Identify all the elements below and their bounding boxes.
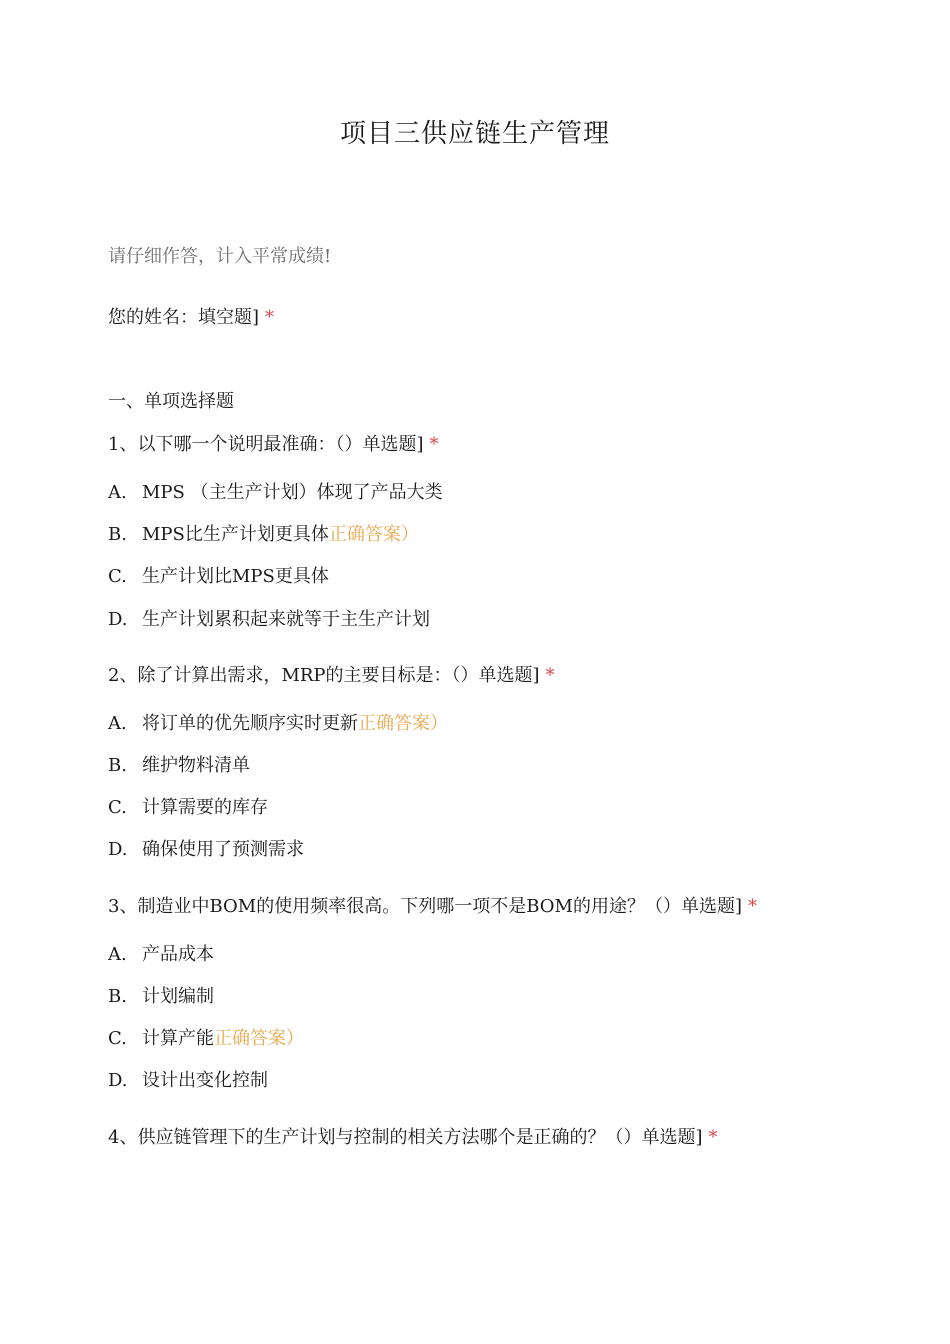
option-3b[interactable] [108, 984, 214, 1010]
intro-text: 请仔细作答，计入平常成绩! [108, 246, 332, 267]
required-mark: * [545, 665, 555, 686]
option-2b[interactable] [108, 753, 250, 779]
option-text: MPS （主生产计划）体现了产品大类 [142, 482, 443, 503]
name-field-prompt [108, 305, 274, 331]
option-letter: A. [108, 482, 127, 503]
option-2d[interactable] [108, 837, 304, 863]
option-3a[interactable] [108, 942, 214, 968]
section-heading: 一、单项选择题 [108, 391, 234, 412]
option-letter: B. [108, 524, 127, 545]
required-mark: * [429, 434, 439, 455]
question-text: 3、制造业中BOM的使用频率很高。下列哪一项不是BOM的用途？（）单选题] [108, 896, 742, 917]
option-letter: B. [108, 986, 127, 1007]
option-2c[interactable] [108, 795, 268, 821]
question-2 [108, 663, 555, 689]
option-text: 设计出变化控制 [142, 1070, 268, 1091]
correct-answer-label: 正确答案） [214, 1028, 304, 1049]
option-letter: C. [108, 566, 127, 587]
page-title: 项目三供应链生产管理 [339, 119, 610, 149]
option-text: 计划编制 [142, 986, 214, 1007]
option-letter: C. [108, 1028, 127, 1049]
option-text: 产品成本 [142, 944, 214, 965]
name-field-label: 您的姓名：填空题] [108, 307, 260, 328]
option-letter: D. [108, 609, 128, 630]
option-letter: B. [108, 755, 127, 776]
option-1d[interactable] [108, 607, 430, 633]
option-1b[interactable] [108, 522, 419, 548]
option-letter: A. [108, 713, 127, 734]
option-text: 将订单的优先顺序实时更新 [142, 713, 358, 734]
option-text: 生产计划累积起来就等于主生产计划 [142, 609, 430, 630]
question-text: 1、以下哪一个说明最准确：（）单选题] [108, 434, 424, 455]
correct-answer-label: 正确答案） [358, 713, 448, 734]
required-mark: * [265, 307, 275, 328]
question-1 [108, 432, 438, 458]
option-3d[interactable] [108, 1068, 268, 1094]
option-letter: D. [108, 1070, 128, 1091]
question-text: 2、除了计算出需求，MRP的主要目标是：（）单选题] [108, 665, 540, 686]
option-text: 生产计划比MPS更具体 [142, 566, 329, 587]
required-mark: * [708, 1127, 718, 1148]
option-letter: D. [108, 839, 128, 860]
option-2a[interactable] [108, 711, 448, 737]
question-3 [108, 894, 757, 920]
correct-answer-label: 正确答案） [328, 524, 419, 545]
required-mark: * [747, 896, 757, 917]
question-text: 4、供应链管理下的生产计划与控制的相关方法哪个是正确的？（）单选题] [108, 1127, 703, 1148]
option-text: 维护物料清单 [142, 755, 250, 776]
option-text: 计算需要的库存 [142, 797, 268, 818]
option-text: 确保使用了预测需求 [142, 839, 304, 860]
option-text: MPS比生产计划更具体 [142, 524, 329, 545]
option-1a[interactable] [108, 480, 443, 506]
question-4 [108, 1125, 717, 1151]
option-1c[interactable] [108, 564, 329, 590]
option-text: 计算产能 [142, 1028, 214, 1049]
option-letter: A. [108, 944, 127, 965]
option-letter: C. [108, 797, 127, 818]
option-3c[interactable] [108, 1026, 304, 1052]
